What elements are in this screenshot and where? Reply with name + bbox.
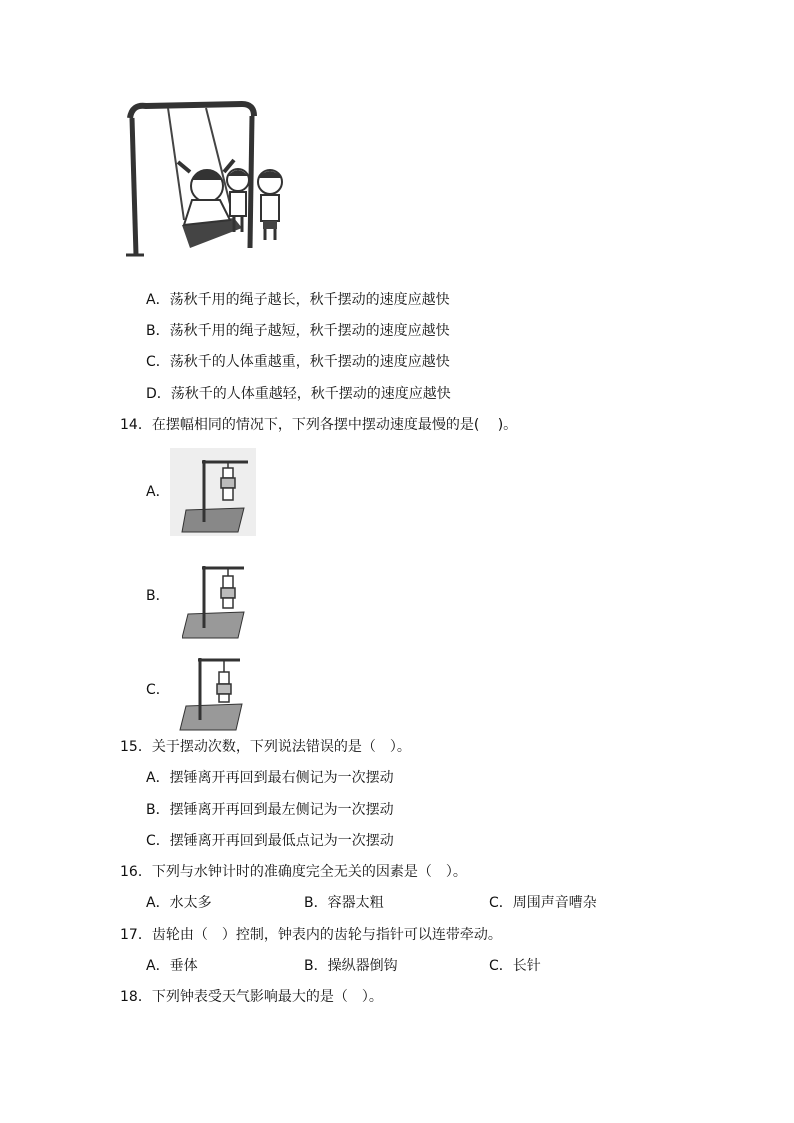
q14-option-b-label[interactable]: B． bbox=[146, 588, 170, 604]
q17-option-a[interactable]: A．垂体 bbox=[146, 958, 198, 974]
q16-option-b[interactable]: B．容器太粗 bbox=[304, 895, 384, 911]
pendulum-c-figure[interactable] bbox=[178, 654, 244, 732]
q16-question: 16．下列与水钟计时的准确度完全无关的因素是（ ）。 bbox=[120, 864, 467, 880]
q13-option-b[interactable]: B．荡秋千用的绳子越短，秋千摆动的速度应越快 bbox=[146, 323, 450, 339]
q13-option-a[interactable]: A．荡秋千用的绳子越长，秋千摆动的速度应越快 bbox=[146, 292, 450, 308]
q15-question: 15．关于摆动次数，下列说法错误的是（ ）。 bbox=[120, 739, 411, 755]
swing-illustration bbox=[122, 100, 302, 260]
q15-option-b[interactable]: B．摆锤离开再回到最左侧记为一次摆动 bbox=[146, 802, 394, 818]
q13-option-c[interactable]: C．荡秋千的人体重越重，秋千摆动的速度应越快 bbox=[146, 354, 450, 370]
q14-option-a-label[interactable]: A． bbox=[146, 484, 170, 500]
q17-question: 17．齿轮由（ ）控制，钟表内的齿轮与指针可以连带牵动。 bbox=[120, 927, 502, 943]
q14-question: 14．在摆幅相同的情况下，下列各摆中摆动速度最慢的是( )。 bbox=[120, 417, 518, 433]
q15-option-c[interactable]: C．摆锤离开再回到最低点记为一次摆动 bbox=[146, 833, 394, 849]
q16-option-c[interactable]: C．周围声音嘈杂 bbox=[489, 895, 597, 911]
q18-question: 18．下列钟表受天气影响最大的是（ ）。 bbox=[120, 989, 383, 1005]
q14-option-c-label[interactable]: C． bbox=[146, 682, 170, 698]
q15-option-a[interactable]: A．摆锤离开再回到最右侧记为一次摆动 bbox=[146, 770, 394, 786]
pendulum-b-figure[interactable] bbox=[182, 562, 246, 640]
pendulum-a-figure[interactable] bbox=[170, 448, 256, 536]
q16-option-a[interactable]: A．水太多 bbox=[146, 895, 212, 911]
q17-option-b[interactable]: B．操纵器倒钩 bbox=[304, 958, 398, 974]
q17-option-c[interactable]: C．长针 bbox=[489, 958, 541, 974]
q13-option-d[interactable]: D．荡秋千的人体重越轻，秋千摆动的速度应越快 bbox=[146, 386, 451, 402]
